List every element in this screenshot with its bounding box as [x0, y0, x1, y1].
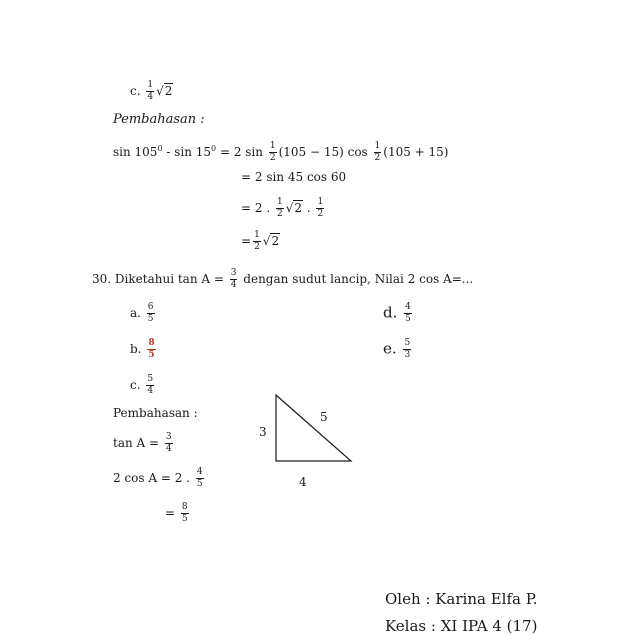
option-a[interactable]: a. $\frac{6}{5}$	[130, 302, 154, 324]
triangle-side-horizontal: 4	[299, 475, 307, 489]
pembahasan1-line4: = $\frac{1}{2}$ √2	[241, 230, 280, 252]
pembahasan2-tan: tan A = $\frac{3}{4}$	[113, 432, 172, 454]
option-e[interactable]: e. $\frac{5}{3}$	[383, 338, 411, 360]
fraction: $\frac{1}{4}$	[147, 80, 154, 102]
pembahasan-heading-1: Pembahasan :	[113, 112, 205, 127]
option-letter: c.	[130, 84, 141, 98]
question-text-pre: Diketahui tan A =	[114, 272, 224, 286]
triangle-side-vertical: 3	[259, 425, 267, 439]
top-option-c	[130, 80, 173, 103]
footer-class: Kelas : XI IPA 4 (17)	[385, 617, 538, 635]
sqrt-expression: √2	[156, 84, 173, 98]
footer-author: Oleh : Karina Elfa P.	[385, 590, 538, 608]
option-c[interactable]: c. $\frac{5}{4}$	[130, 374, 154, 396]
option-d[interactable]: d. $\frac{4}{5}$	[383, 302, 411, 324]
pembahasan2-cos: 2 cos A = 2 . $\frac{4}{5}$	[113, 467, 203, 489]
question-text-post: dengan sudut lancip, Nilai 2 cos A=...	[243, 272, 474, 286]
pembahasan1-line2: = 2 sin 45 cos 60	[241, 170, 347, 184]
pembahasan-heading-2: Pembahasan :	[113, 406, 198, 420]
question-number: 30.	[92, 272, 112, 286]
question-30: 30. Diketahui tan A = $\frac{3}{4}$ dengan sudut lancip, Nilai 2 cos A=...	[92, 268, 474, 290]
pembahasan1-line1: $\sin 105^0 - \sin 15^0 = 2$ sin $\frac{1}{2}$ (105 − 15) cos $\frac{1}{2}$ (105 + 15)	[113, 141, 449, 163]
triangle-hypotenuse: 5	[320, 410, 328, 424]
triangle-shape	[276, 395, 351, 461]
option-b-answer[interactable]: b. $\frac{8}{5}$	[130, 338, 155, 360]
pembahasan1-line3: = 2 . $\frac{1}{2}$ √2 . $\frac{1}{2}$	[241, 197, 324, 219]
pembahasan2-result: = $\frac{8}{5}$	[165, 502, 188, 524]
